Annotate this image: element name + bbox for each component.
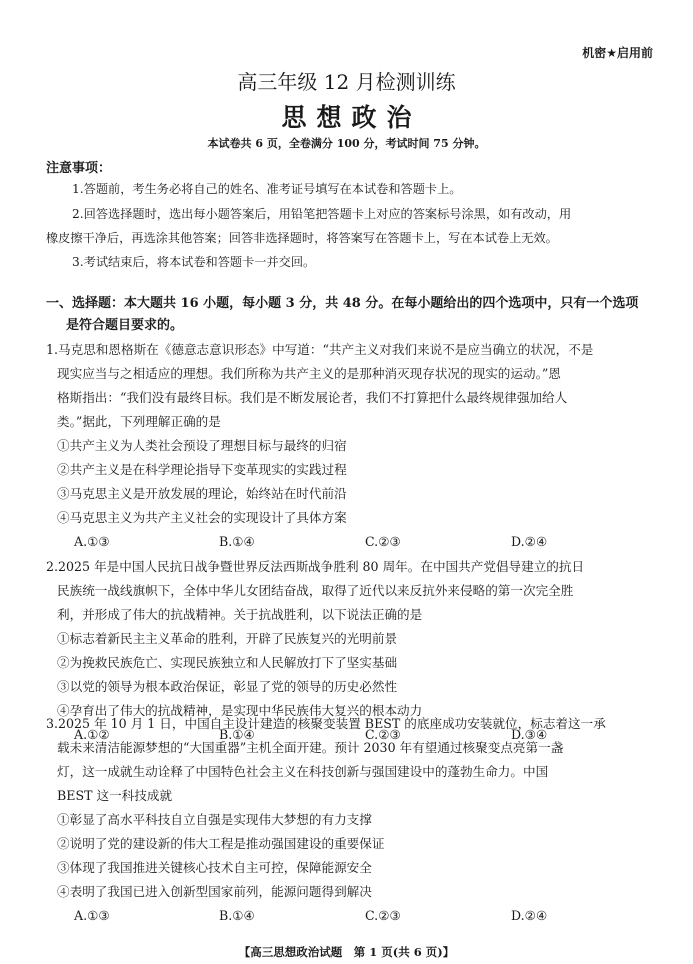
question-option: ①共产主义为人类社会预设了理想目标与最终的归宿 (57, 438, 347, 453)
section-heading-line2: 是符合题目要求的。 (66, 318, 184, 333)
question-stem-line: 类。”据此，下列理解正确的是 (57, 414, 221, 429)
choice-a: A.①③ (74, 534, 110, 549)
question-stem-line: 1.马克思和恩格斯在《德意志意识形态》中写道：“共产主义对我们来说不是应当确立的状况，不是 (46, 342, 594, 357)
choice-d: D.③④ (511, 727, 548, 742)
choice-c: C.②③ (365, 534, 401, 549)
question-option: ②说明了党的建设新的伟大工程是推动强国建设的重要保证 (57, 836, 385, 851)
question-stem-line: 2.2025 年是中国人民抗日战争暨世界反法西斯战争胜利 80 周年。在中国共产党倡导建立的抗日 (46, 559, 585, 574)
choice-b: B.①④ (219, 534, 255, 549)
notice-title: 注意事项： (46, 161, 112, 176)
choice-c: C.②③ (365, 908, 401, 923)
question-stem-line: BEST 这一科技成就 (57, 788, 173, 803)
question-stem-line: 载未来清洁能源梦想的“大国重器”主机全面开建。预计 2030 年有望通过核聚变点亮第一盏 (57, 740, 564, 755)
choice-a: A.①③ (74, 908, 110, 923)
question-stem-line: 现实应当与之相适应的理想。我们所称为共产主义的是那种消灭现存状况的现实的运动。”恩 (57, 366, 561, 381)
question-stem-line: 利，并形成了伟大的抗战精神。关于抗战胜利，以下说法正确的是 (57, 607, 423, 622)
confidential-label: 机密★启用前 (582, 46, 653, 60)
choice-b: B.①④ (219, 908, 255, 923)
question-option: ③以党的领导为根本政治保证，彰显了党的领导的历史必然性 (57, 679, 398, 694)
choice-d: D.②④ (511, 534, 548, 549)
choice-b: B.①④ (219, 727, 255, 742)
question-option: ②为挽救民族危亡、实现民族独立和人民解放打下了坚实基础 (57, 655, 398, 670)
notice-item-1: 1.答题前，考生务必将自己的姓名、准考证号填写在本试卷和答题卡上。 (72, 182, 462, 196)
question-option: ①彰显了高水平科技自立自强是实现伟大梦想的有力支撑 (57, 812, 372, 827)
question-option: ②共产主义是在科学理论指导下变革现实的实践过程 (57, 462, 347, 477)
exam-title: 高三年级 12 月检测训练 (237, 70, 456, 94)
question-option: ④表明了我国已进入创新型国家前列，能源问题得到解决 (57, 884, 372, 899)
question-option: ④孕育出了伟大的抗战精神，是实现中华民族伟大复兴的根本动力 (57, 703, 423, 718)
exam-info: 本试卷共 6 页，全卷满分 100 分，考试时间 75 分钟。 (207, 137, 486, 150)
notice-item-2-cont: 橡皮擦干净后，再选涂其他答案；回答非选择题时，将答案写在答题卡上，写在本试卷上无效。 (46, 231, 558, 245)
question-stem-line: 3.2025 年 10 月 1 日，中国自主设计建造的核聚变装置 BEST 的底座成功安装就位，标志着这一承 (46, 716, 606, 731)
question-stem-line: 灯，这一成就生动诠释了中国特色社会主义在科技创新与强国建设中的蓬勃生命力。中国 (57, 764, 549, 779)
question-option: ③体现了我国推进关键核心技术自主可控，保障能源安全 (57, 860, 372, 875)
question-option: ①标志着新民主主义革命的胜利，开辟了民族复兴的光明前景 (57, 631, 398, 646)
page-footer: 【高三思想政治试题 第 1 页(共 6 页)】 (238, 945, 455, 959)
choice-c: C.②③ (365, 727, 401, 742)
notice-item-2: 2.回答选择题时，选出每小题答案后，用铅笔把答题卡上对应的答案标号涂黑，如有改动，用 (72, 207, 572, 221)
section-heading-line1: 一、选择题：本大题共 16 小题，每小题 3 分，共 48 分。在每小题给出的四个选项中，只有一个选项 (46, 296, 639, 311)
choice-d: D.②④ (511, 908, 548, 923)
question-stem-line: 格斯指出：“我们没有最终目标。我们是不断发展论者，我们不打算把什么最终规律强加给人 (57, 390, 568, 405)
question-option: ③马克思主义是开放发展的理论，始终站在时代前沿 (57, 486, 347, 501)
subject-title: 思想政治 (281, 103, 422, 132)
question-option: ④马克思主义为共产主义社会的实现设计了具体方案 (57, 510, 347, 525)
choice-a: A.①② (74, 727, 110, 742)
question-stem-line: 民族统一战线旗帜下，全体中华儿女团结奋战，取得了近代以来反抗外来侵略的第一次完全胜 (57, 583, 574, 598)
notice-item-3: 3.考试结束后，将本试卷和答题卡一并交回。 (72, 255, 316, 269)
